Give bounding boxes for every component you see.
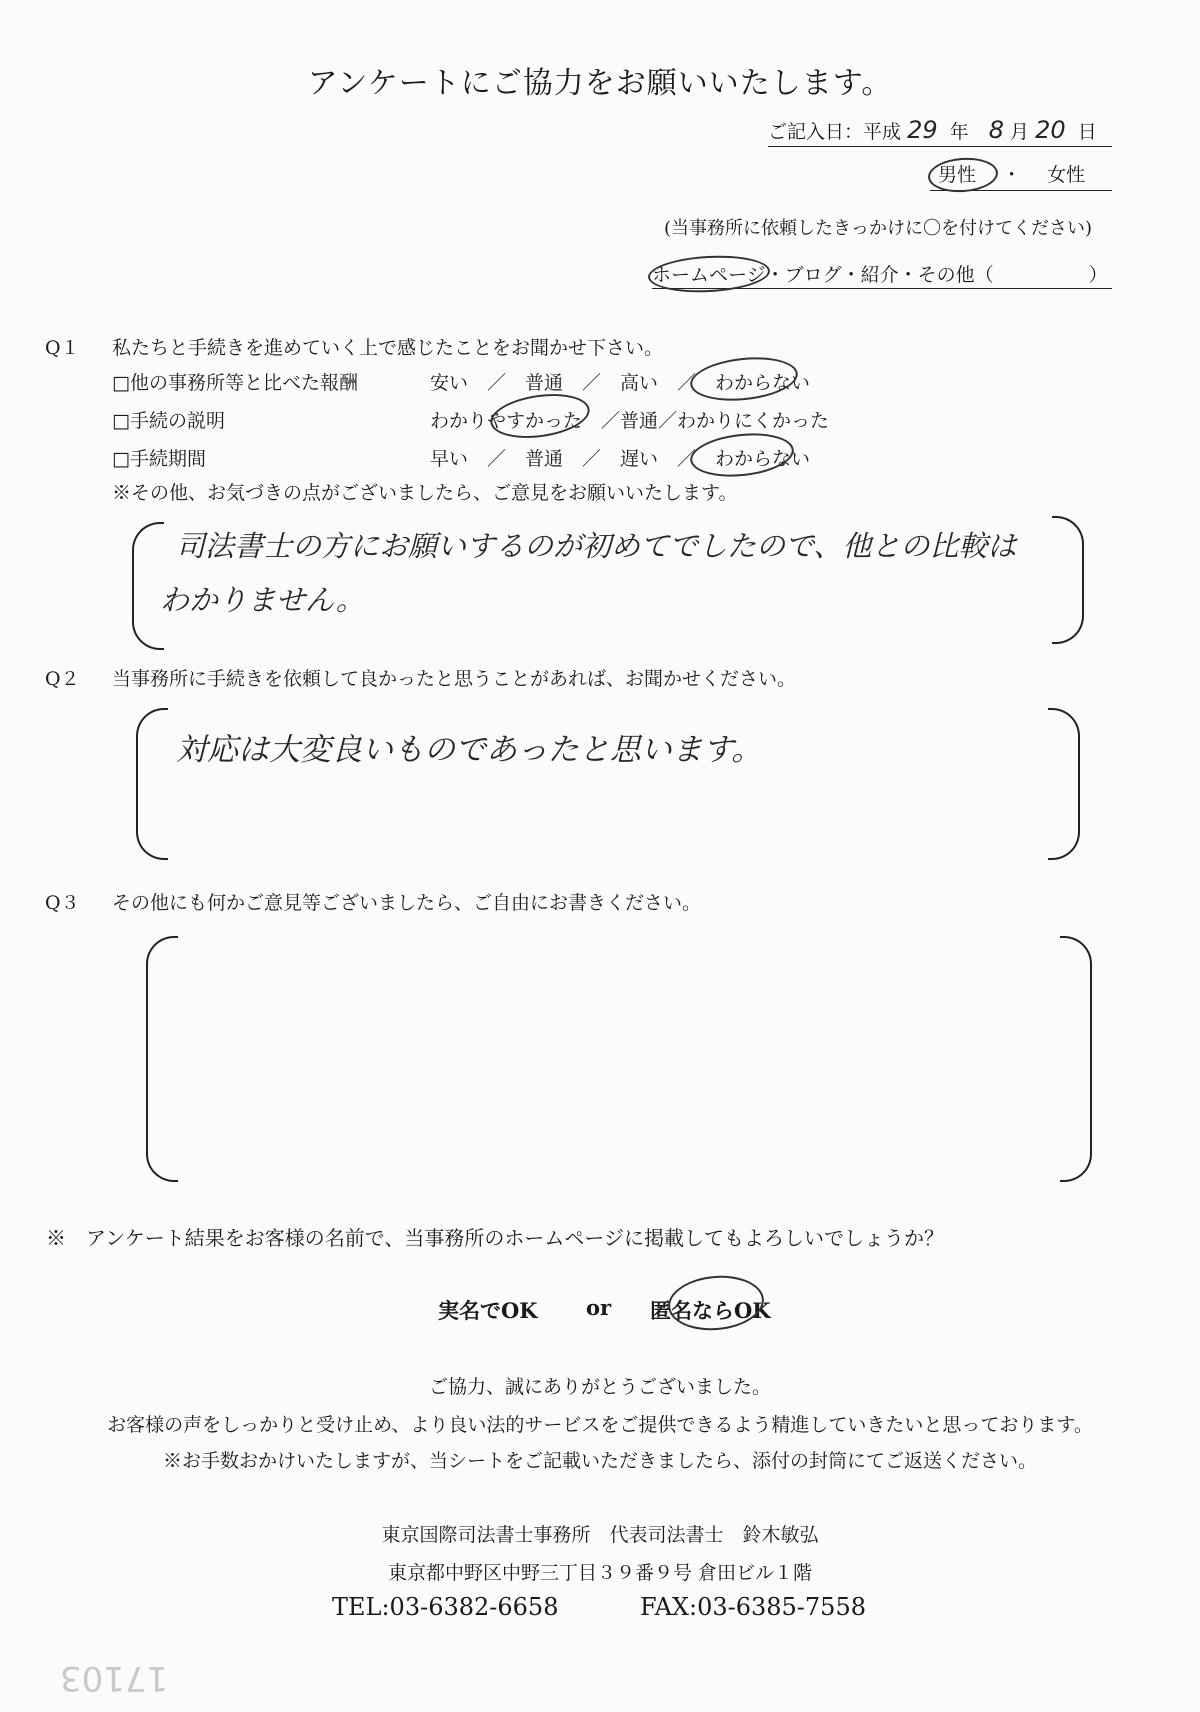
q1-item-duration-label[interactable]: □手続期間 — [112, 448, 206, 470]
q3-question: その他にも何かご意見等ございましたら、ご自由にお書きください。 — [112, 892, 702, 914]
q3-answer-bracket-left — [146, 936, 178, 1182]
publish-option-anon[interactable]: 匿名ならOK — [650, 1298, 771, 1323]
footer-return-note: ※お手数おかけいたしますが、当シートをご記載いただきましたら、添付の封筒にてご返送ください。 — [162, 1450, 1037, 1472]
gender-male-option[interactable]: 男性 — [938, 164, 977, 186]
q1-duration-selected-circle — [688, 429, 796, 482]
survey-title: アンケートにご協力をお願いいたします。 — [307, 66, 893, 101]
date-day[interactable]: 20 — [1035, 116, 1066, 144]
q1-explanation-selected-circle — [488, 388, 593, 444]
publish-option-real[interactable]: 実名でOK — [438, 1298, 538, 1323]
date-day-unit: 日 — [1077, 121, 1097, 143]
gender-separator: ・ — [1002, 164, 1022, 186]
footer-message: お客様の声をしっかりと受け止め、より良い法的サービスをご提供できるよう精進していきたいと思っております。 — [107, 1414, 1093, 1436]
gender-female-option[interactable]: 女性 — [1047, 164, 1086, 186]
footer-thanks: ご協力、誠にありがとうございました。 — [428, 1376, 771, 1398]
office-name: 東京国際司法書士事務所 代表司法書士 鈴木敏弘 — [381, 1524, 819, 1546]
q1-item-fee-options[interactable]: 安い ／ 普通 ／ 高い ／ わからない — [430, 372, 811, 394]
q1-answer-bracket-right — [1052, 516, 1084, 644]
q2-answer-bracket-left — [136, 708, 168, 860]
stamp-number: 17103 — [60, 1658, 169, 1698]
date-month-unit: 月 — [1010, 121, 1030, 143]
q1-number: Q１ — [45, 337, 80, 359]
q1-fee-selected-circle — [688, 352, 800, 405]
office-fax[interactable]: FAX:03-6385-7558 — [640, 1593, 866, 1621]
q1-note: ※その他、お気づきの点がございましたら、ご意見をお願いいたします。 — [112, 482, 738, 504]
q1-item-duration-options[interactable]: 早い ／ 普通 ／ 遅い ／ わからない — [430, 448, 811, 470]
q3-number: Q３ — [45, 892, 80, 914]
publish-or: or — [586, 1295, 612, 1320]
q1-item-explanation-label[interactable]: □手続の説明 — [112, 410, 225, 432]
q1-question: 私たちと手続きを進めていく上で感じたことをお聞かせ下さい。 — [112, 337, 664, 359]
q1-answer-line1[interactable]: 司法書士の方にお願いするのが初めてでしたので、他との比較は — [176, 529, 1017, 563]
q1-item-fee-label[interactable]: □他の事務所等と比べた報酬 — [112, 372, 358, 394]
date-label: ご記入日：平成 — [768, 121, 902, 143]
q1-answer-line2[interactable]: わかりません。 — [160, 583, 365, 617]
source-options[interactable]: ホームページ・ブログ・紹介・その他（ ） — [652, 260, 1112, 289]
date-year-unit: 年 — [949, 121, 969, 143]
q1-item-explanation-options[interactable]: わかりやすかった ／普通／わかりにくかった — [430, 410, 830, 432]
office-address: 東京都中野区中野三丁目３９番９号 倉田ビル１階 — [387, 1562, 813, 1584]
date-year[interactable]: 29 — [907, 116, 938, 144]
source-instruction: (当事務所に依頼したきっかけに〇を付けてください) — [664, 218, 1093, 239]
entry-date-row — [768, 116, 1112, 147]
publish-question: ※ アンケート結果をお客様の名前で、当事務所のホームページに掲載してもよろしいでしょうか？ — [46, 1226, 944, 1250]
office-tel[interactable]: TEL:03-6382-6658 — [332, 1593, 559, 1621]
date-month[interactable]: 8 — [988, 116, 1004, 144]
q3-answer-bracket-right — [1060, 936, 1092, 1182]
q2-answer-bracket-right — [1048, 708, 1080, 860]
q2-answer[interactable]: 対応は大変良いものであったと思います。 — [176, 732, 763, 768]
q2-question: 当事務所に手続きを依頼して良かったと思うことがあれば、お聞かせください。 — [112, 668, 797, 690]
q2-number: Q２ — [45, 668, 80, 690]
